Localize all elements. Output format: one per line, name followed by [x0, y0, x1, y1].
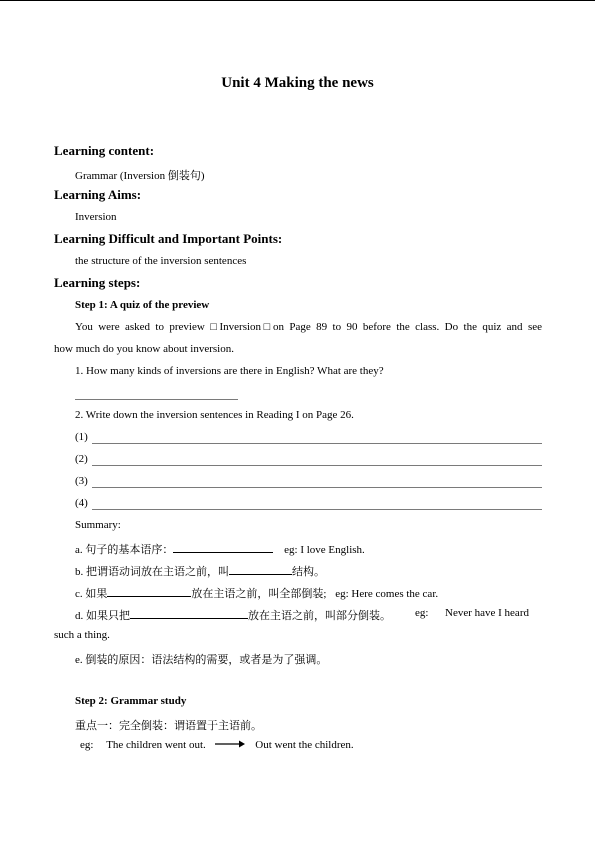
difficult-points-text: the structure of the inversion sentences	[75, 255, 247, 267]
step2-example	[80, 739, 354, 751]
blank-1-label: (1)	[75, 431, 88, 443]
step2-eg-label: eg:	[80, 739, 94, 751]
step2-eg-source: The children went out.	[106, 739, 206, 751]
step2-heading: Step 2: Grammar study	[75, 695, 187, 707]
blank-2-line[interactable]	[92, 465, 542, 466]
summary-d-example-cont: such a thing.	[54, 629, 110, 641]
step2-point1: 重点一：完全倒装：谓语置于主语前。	[75, 720, 262, 732]
summary-d-text: d. 如果只把	[75, 610, 130, 622]
step1-intro-line1: You were asked to preview □Inversion□on Page 89 to 90 before the class. Do the quiz and see	[75, 321, 542, 333]
summary-d-mid: 放在主语之前，叫部分倒装。	[248, 610, 391, 622]
summary-d-example: Never have I heard	[445, 607, 529, 619]
question-1-answer-line[interactable]	[75, 399, 238, 400]
learning-aims-text: Inversion	[75, 211, 117, 223]
summary-b-blank[interactable]	[229, 564, 292, 575]
learning-aims-heading: Learning Aims:	[54, 187, 142, 202]
blank-3-label: (3)	[75, 475, 88, 487]
summary-c-example: eg: Here comes the car.	[335, 588, 439, 600]
page-title: Unit 4 Making the news	[221, 75, 374, 91]
summary-item-b	[75, 563, 325, 579]
question-2: 2. Write down the inversion sentences in Reading I on Page 26.	[75, 409, 354, 421]
summary-a-example: eg: I love English.	[284, 544, 365, 556]
blank-4-line[interactable]	[92, 509, 542, 510]
learning-steps-heading: Learning steps:	[54, 275, 141, 290]
summary-item-c	[75, 585, 438, 601]
page-top-border	[0, 0, 595, 1]
summary-b-suffix: 结构。	[292, 566, 325, 578]
summary-d-blank[interactable]	[130, 608, 248, 619]
summary-item-a	[75, 541, 365, 557]
summary-d-eg: eg:	[415, 607, 429, 619]
summary-c-text: c. 如果	[75, 588, 108, 600]
step2-eg-target: Out went the children.	[255, 739, 354, 751]
step1-heading: Step 1: A quiz of the preview	[75, 299, 210, 311]
summary-c-mid: 放在主语之前，叫全部倒装;	[191, 588, 327, 600]
summary-a-text: a. 句子的基本语序：	[75, 544, 174, 556]
right-arrow-icon	[215, 739, 245, 751]
summary-item-d	[75, 607, 391, 623]
summary-b-text: b. 把谓语动词放在主语之前，叫	[75, 566, 229, 578]
summary-item-e: e. 倒装的原因：语法结构的需要，或者是为了强调。	[75, 654, 328, 666]
summary-a-blank[interactable]	[173, 542, 273, 553]
learning-content-heading: Learning content:	[54, 143, 155, 158]
learning-content-text: Grammar (Inversion 倒装句)	[75, 170, 205, 182]
step1-intro-line2: how much do you know about inversion.	[54, 343, 234, 355]
blank-1-line[interactable]	[92, 443, 542, 444]
difficult-points-heading: Learning Difficult and Important Points:	[54, 231, 283, 246]
summary-label: Summary:	[75, 519, 121, 531]
blank-2-label: (2)	[75, 453, 88, 465]
question-1: 1. How many kinds of inversions are there in English? What are they?	[75, 365, 384, 377]
blank-3-line[interactable]	[92, 487, 542, 488]
blank-4-label: (4)	[75, 497, 88, 509]
summary-c-blank[interactable]	[107, 586, 191, 597]
